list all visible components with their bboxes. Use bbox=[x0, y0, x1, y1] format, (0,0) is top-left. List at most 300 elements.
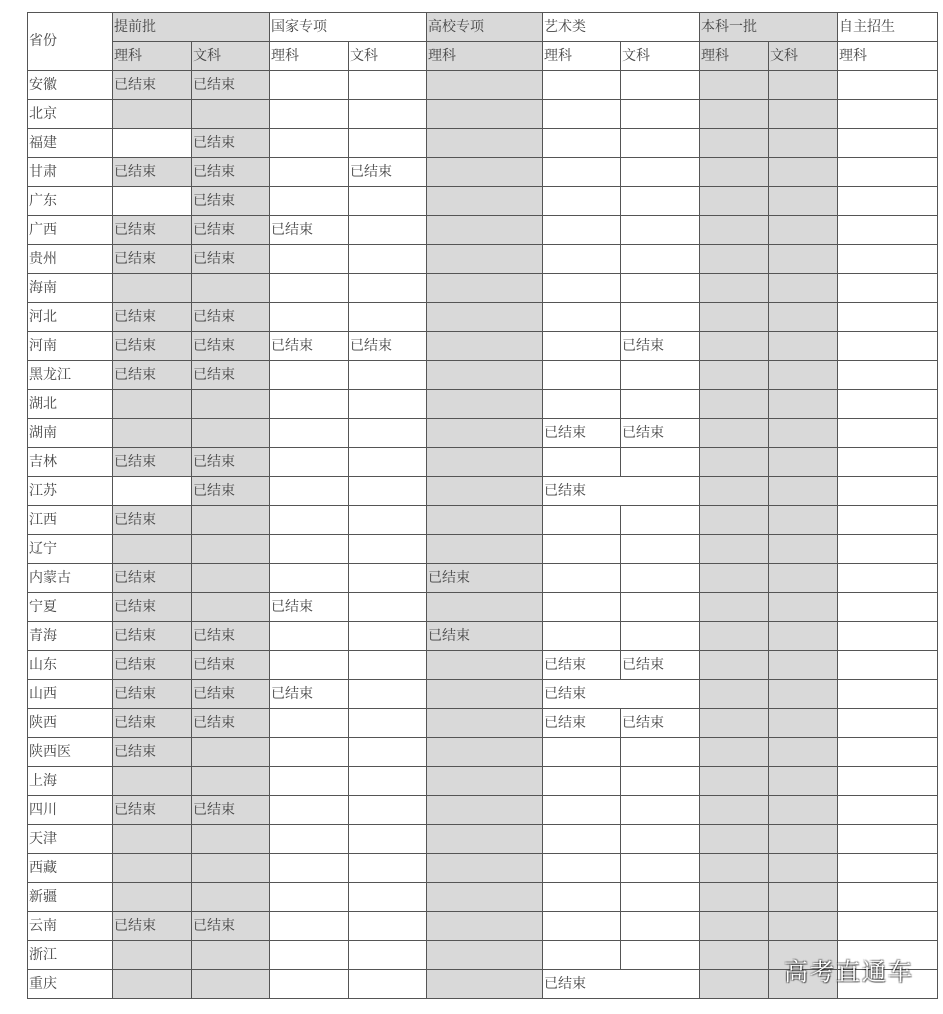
status-cell bbox=[769, 419, 838, 448]
status-cell bbox=[349, 738, 427, 767]
status-cell bbox=[769, 622, 838, 651]
status-cell bbox=[700, 970, 769, 999]
status-cell bbox=[769, 332, 838, 361]
status-cell bbox=[427, 825, 543, 854]
status-cell bbox=[621, 129, 700, 158]
status-cell bbox=[349, 187, 427, 216]
status-cell: 已结束 bbox=[621, 332, 700, 361]
status-cell bbox=[192, 854, 270, 883]
status-cell bbox=[621, 738, 700, 767]
status-cell bbox=[700, 593, 769, 622]
status-cell bbox=[427, 100, 543, 129]
status-cell bbox=[543, 390, 621, 419]
status-cell bbox=[349, 274, 427, 303]
column-group-header: 自主招生 bbox=[838, 13, 938, 42]
status-cell bbox=[270, 912, 349, 941]
status-cell bbox=[427, 477, 543, 506]
status-cell: 已结束 bbox=[192, 796, 270, 825]
status-cell bbox=[769, 738, 838, 767]
province-name: 辽宁 bbox=[28, 535, 113, 564]
province-name: 四川 bbox=[28, 796, 113, 825]
status-cell bbox=[700, 158, 769, 187]
status-cell: 已结束 bbox=[192, 216, 270, 245]
status-cell bbox=[192, 738, 270, 767]
status-cell: 已结束 bbox=[270, 680, 349, 709]
status-cell: 已结束 bbox=[543, 709, 621, 738]
column-subheader: 理科 bbox=[838, 42, 938, 71]
status-cell bbox=[543, 767, 621, 796]
status-cell bbox=[270, 390, 349, 419]
status-cell bbox=[427, 245, 543, 274]
status-cell bbox=[427, 361, 543, 390]
status-cell bbox=[838, 332, 938, 361]
status-cell bbox=[838, 448, 938, 477]
status-cell bbox=[270, 274, 349, 303]
status-cell bbox=[349, 216, 427, 245]
watermark-text: 高考直通车 bbox=[784, 958, 914, 986]
column-subheader: 文科 bbox=[621, 42, 700, 71]
status-cell bbox=[349, 303, 427, 332]
status-cell bbox=[427, 535, 543, 564]
status-cell bbox=[349, 448, 427, 477]
status-cell bbox=[621, 100, 700, 129]
status-cell bbox=[270, 506, 349, 535]
status-cell bbox=[427, 680, 543, 709]
status-cell bbox=[270, 941, 349, 970]
status-cell bbox=[349, 796, 427, 825]
status-cell bbox=[621, 71, 700, 100]
status-cell bbox=[349, 71, 427, 100]
status-cell bbox=[427, 216, 543, 245]
status-cell bbox=[769, 274, 838, 303]
status-cell bbox=[700, 216, 769, 245]
status-cell bbox=[543, 100, 621, 129]
province-name: 海南 bbox=[28, 274, 113, 303]
province-name: 青海 bbox=[28, 622, 113, 651]
status-cell bbox=[270, 883, 349, 912]
status-cell bbox=[700, 883, 769, 912]
status-cell bbox=[192, 274, 270, 303]
status-cell: 已结束 bbox=[427, 564, 543, 593]
status-cell bbox=[543, 361, 621, 390]
status-cell bbox=[838, 767, 938, 796]
status-cell bbox=[427, 709, 543, 738]
status-cell bbox=[270, 564, 349, 593]
column-group-header: 国家专项 bbox=[270, 13, 427, 42]
status-cell bbox=[349, 709, 427, 738]
status-cell bbox=[700, 738, 769, 767]
status-cell bbox=[349, 593, 427, 622]
status-cell bbox=[838, 158, 938, 187]
status-cell: 已结束 bbox=[621, 419, 700, 448]
status-cell bbox=[838, 680, 938, 709]
status-cell: 已结束 bbox=[113, 651, 192, 680]
status-cell bbox=[769, 245, 838, 274]
status-cell bbox=[543, 738, 621, 767]
status-cell: 已结束 bbox=[192, 332, 270, 361]
column-subheader: 文科 bbox=[769, 42, 838, 71]
province-name: 云南 bbox=[28, 912, 113, 941]
status-cell bbox=[543, 187, 621, 216]
status-cell bbox=[427, 593, 543, 622]
status-cell: 已结束 bbox=[113, 216, 192, 245]
status-cell bbox=[113, 883, 192, 912]
status-cell bbox=[621, 564, 700, 593]
status-cell bbox=[113, 825, 192, 854]
status-cell bbox=[769, 912, 838, 941]
status-cell bbox=[621, 187, 700, 216]
province-name: 广东 bbox=[28, 187, 113, 216]
province-name: 北京 bbox=[28, 100, 113, 129]
status-cell: 已结束 bbox=[192, 187, 270, 216]
status-cell bbox=[349, 390, 427, 419]
status-cell bbox=[838, 216, 938, 245]
status-cell bbox=[700, 651, 769, 680]
status-cell bbox=[769, 825, 838, 854]
status-cell bbox=[270, 71, 349, 100]
status-cell bbox=[543, 622, 621, 651]
status-cell bbox=[700, 825, 769, 854]
province-name: 广西 bbox=[28, 216, 113, 245]
status-cell bbox=[769, 680, 838, 709]
status-cell bbox=[621, 825, 700, 854]
status-cell bbox=[700, 854, 769, 883]
status-cell bbox=[192, 767, 270, 796]
status-cell bbox=[270, 419, 349, 448]
status-cell bbox=[769, 709, 838, 738]
status-cell bbox=[700, 680, 769, 709]
status-cell bbox=[700, 535, 769, 564]
status-cell bbox=[621, 796, 700, 825]
status-cell: 已结束 bbox=[113, 796, 192, 825]
status-cell bbox=[769, 564, 838, 593]
status-cell bbox=[427, 390, 543, 419]
status-cell bbox=[769, 71, 838, 100]
status-cell: 已结束 bbox=[192, 680, 270, 709]
province-name: 安徽 bbox=[28, 71, 113, 100]
status-cell bbox=[349, 419, 427, 448]
province-name: 陕西医 bbox=[28, 738, 113, 767]
status-cell bbox=[769, 883, 838, 912]
status-cell bbox=[838, 535, 938, 564]
status-cell: 已结束 bbox=[113, 912, 192, 941]
status-cell bbox=[427, 419, 543, 448]
column-subheader: 理科 bbox=[427, 42, 543, 71]
status-cell bbox=[621, 941, 700, 970]
status-cell bbox=[621, 390, 700, 419]
status-cell bbox=[349, 680, 427, 709]
status-cell bbox=[543, 883, 621, 912]
status-cell bbox=[838, 738, 938, 767]
status-cell: 已结束 bbox=[270, 216, 349, 245]
province-name: 宁夏 bbox=[28, 593, 113, 622]
column-group-header: 高校专项 bbox=[427, 13, 543, 42]
status-cell bbox=[838, 854, 938, 883]
status-cell bbox=[700, 390, 769, 419]
status-cell bbox=[769, 361, 838, 390]
status-cell bbox=[270, 303, 349, 332]
province-name: 浙江 bbox=[28, 941, 113, 970]
status-cell: 已结束 bbox=[113, 506, 192, 535]
province-name: 湖南 bbox=[28, 419, 113, 448]
status-cell: 已结束 bbox=[543, 651, 621, 680]
status-cell bbox=[270, 245, 349, 274]
status-cell bbox=[543, 303, 621, 332]
province-name: 河北 bbox=[28, 303, 113, 332]
column-group-header: 艺术类 bbox=[543, 13, 700, 42]
status-cell: 已结束 bbox=[192, 709, 270, 738]
status-cell bbox=[270, 651, 349, 680]
status-cell bbox=[838, 593, 938, 622]
status-cell bbox=[769, 390, 838, 419]
status-cell bbox=[543, 854, 621, 883]
status-cell: 已结束 bbox=[192, 912, 270, 941]
status-cell: 已结束 bbox=[113, 448, 192, 477]
province-name: 山西 bbox=[28, 680, 113, 709]
status-cell bbox=[838, 187, 938, 216]
status-cell bbox=[192, 535, 270, 564]
status-cell: 已结束 bbox=[113, 680, 192, 709]
column-group-header: 提前批 bbox=[113, 13, 270, 42]
status-cell bbox=[113, 129, 192, 158]
status-cell bbox=[838, 477, 938, 506]
status-cell bbox=[349, 100, 427, 129]
status-cell bbox=[113, 477, 192, 506]
status-cell: 已结束 bbox=[192, 448, 270, 477]
status-cell bbox=[700, 448, 769, 477]
status-cell bbox=[621, 506, 700, 535]
status-cell bbox=[838, 274, 938, 303]
status-cell: 已结束 bbox=[427, 622, 543, 651]
status-cell bbox=[192, 825, 270, 854]
status-cell bbox=[621, 593, 700, 622]
status-cell bbox=[838, 622, 938, 651]
status-cell bbox=[621, 274, 700, 303]
status-cell: 已结束 bbox=[113, 738, 192, 767]
status-cell bbox=[621, 448, 700, 477]
status-cell bbox=[543, 941, 621, 970]
status-cell bbox=[838, 390, 938, 419]
status-cell bbox=[349, 245, 427, 274]
status-cell bbox=[349, 941, 427, 970]
status-cell: 已结束 bbox=[113, 361, 192, 390]
status-cell bbox=[427, 129, 543, 158]
province-name: 新疆 bbox=[28, 883, 113, 912]
column-subheader: 理科 bbox=[270, 42, 349, 71]
status-cell bbox=[838, 361, 938, 390]
status-cell bbox=[700, 564, 769, 593]
status-cell: 已结束 bbox=[192, 245, 270, 274]
status-cell bbox=[270, 535, 349, 564]
status-cell bbox=[838, 100, 938, 129]
status-cell bbox=[838, 883, 938, 912]
status-cell: 已结束 bbox=[543, 970, 700, 999]
status-cell bbox=[838, 564, 938, 593]
status-cell bbox=[621, 245, 700, 274]
province-name: 山东 bbox=[28, 651, 113, 680]
admission-status-table bbox=[27, 12, 938, 999]
status-cell bbox=[270, 622, 349, 651]
status-cell bbox=[349, 854, 427, 883]
province-name: 河南 bbox=[28, 332, 113, 361]
status-cell bbox=[769, 796, 838, 825]
province-name: 内蒙古 bbox=[28, 564, 113, 593]
province-name: 江苏 bbox=[28, 477, 113, 506]
status-cell: 已结束 bbox=[192, 622, 270, 651]
status-cell bbox=[113, 274, 192, 303]
status-cell: 已结束 bbox=[113, 564, 192, 593]
status-cell bbox=[700, 71, 769, 100]
status-cell bbox=[543, 245, 621, 274]
status-cell bbox=[427, 767, 543, 796]
province-name: 贵州 bbox=[28, 245, 113, 274]
status-cell bbox=[700, 912, 769, 941]
status-cell bbox=[270, 129, 349, 158]
status-cell bbox=[427, 738, 543, 767]
status-cell bbox=[769, 535, 838, 564]
status-cell bbox=[113, 767, 192, 796]
status-cell bbox=[769, 593, 838, 622]
status-cell: 已结束 bbox=[113, 709, 192, 738]
status-cell bbox=[270, 767, 349, 796]
status-cell bbox=[192, 419, 270, 448]
status-cell bbox=[700, 941, 769, 970]
status-cell bbox=[621, 767, 700, 796]
status-cell bbox=[192, 883, 270, 912]
status-cell: 已结束 bbox=[113, 245, 192, 274]
status-cell bbox=[349, 477, 427, 506]
status-cell bbox=[838, 419, 938, 448]
column-subheader: 理科 bbox=[113, 42, 192, 71]
status-cell: 已结束 bbox=[192, 158, 270, 187]
province-name: 湖北 bbox=[28, 390, 113, 419]
status-cell bbox=[349, 883, 427, 912]
status-cell bbox=[838, 506, 938, 535]
status-cell bbox=[543, 274, 621, 303]
status-cell bbox=[769, 303, 838, 332]
status-cell bbox=[427, 854, 543, 883]
status-cell bbox=[700, 477, 769, 506]
column-subheader: 文科 bbox=[349, 42, 427, 71]
status-cell bbox=[543, 216, 621, 245]
status-cell bbox=[192, 100, 270, 129]
status-cell bbox=[838, 796, 938, 825]
status-cell bbox=[543, 71, 621, 100]
status-cell bbox=[838, 303, 938, 332]
status-cell bbox=[427, 274, 543, 303]
status-cell bbox=[769, 100, 838, 129]
status-cell bbox=[769, 477, 838, 506]
status-cell bbox=[700, 100, 769, 129]
status-cell bbox=[427, 448, 543, 477]
status-cell bbox=[192, 506, 270, 535]
province-name: 西藏 bbox=[28, 854, 113, 883]
status-cell bbox=[270, 100, 349, 129]
status-cell: 已结束 bbox=[113, 332, 192, 361]
status-cell bbox=[838, 709, 938, 738]
province-name: 天津 bbox=[28, 825, 113, 854]
status-cell bbox=[769, 651, 838, 680]
status-cell: 已结束 bbox=[113, 158, 192, 187]
column-group-header: 本科一批 bbox=[700, 13, 838, 42]
status-cell bbox=[543, 912, 621, 941]
status-cell bbox=[270, 361, 349, 390]
status-cell bbox=[192, 941, 270, 970]
status-cell bbox=[838, 912, 938, 941]
status-cell bbox=[270, 448, 349, 477]
status-cell bbox=[113, 854, 192, 883]
status-cell bbox=[543, 825, 621, 854]
status-cell bbox=[270, 738, 349, 767]
status-cell bbox=[700, 709, 769, 738]
status-cell bbox=[769, 129, 838, 158]
column-subheader: 文科 bbox=[192, 42, 270, 71]
status-cell bbox=[838, 245, 938, 274]
status-cell bbox=[838, 651, 938, 680]
status-cell bbox=[543, 593, 621, 622]
status-cell bbox=[349, 912, 427, 941]
status-cell bbox=[621, 535, 700, 564]
status-cell bbox=[270, 796, 349, 825]
status-cell: 已结束 bbox=[113, 71, 192, 100]
status-cell: 已结束 bbox=[113, 622, 192, 651]
status-cell bbox=[427, 970, 543, 999]
province-name: 吉林 bbox=[28, 448, 113, 477]
status-cell bbox=[543, 535, 621, 564]
province-column-header: 省份 bbox=[28, 13, 113, 71]
status-cell bbox=[113, 390, 192, 419]
status-cell: 已结束 bbox=[113, 303, 192, 332]
column-subheader: 理科 bbox=[700, 42, 769, 71]
status-cell bbox=[349, 506, 427, 535]
status-cell bbox=[113, 970, 192, 999]
province-name: 甘肃 bbox=[28, 158, 113, 187]
status-cell bbox=[769, 506, 838, 535]
status-cell bbox=[543, 158, 621, 187]
status-cell bbox=[427, 912, 543, 941]
status-cell: 已结束 bbox=[543, 477, 700, 506]
status-cell bbox=[270, 187, 349, 216]
status-cell bbox=[621, 912, 700, 941]
status-cell bbox=[427, 506, 543, 535]
status-cell bbox=[270, 477, 349, 506]
province-name: 重庆 bbox=[28, 970, 113, 999]
status-cell bbox=[113, 187, 192, 216]
status-cell: 已结束 bbox=[349, 332, 427, 361]
status-cell bbox=[621, 854, 700, 883]
status-cell bbox=[427, 158, 543, 187]
status-cell bbox=[349, 535, 427, 564]
status-cell: 已结束 bbox=[113, 593, 192, 622]
status-cell bbox=[621, 883, 700, 912]
status-cell bbox=[349, 970, 427, 999]
status-cell: 已结束 bbox=[192, 477, 270, 506]
status-cell bbox=[700, 274, 769, 303]
status-cell bbox=[543, 506, 621, 535]
status-cell bbox=[543, 796, 621, 825]
status-cell bbox=[192, 593, 270, 622]
status-cell bbox=[113, 535, 192, 564]
status-cell bbox=[700, 303, 769, 332]
province-name: 江西 bbox=[28, 506, 113, 535]
status-cell bbox=[427, 332, 543, 361]
status-cell bbox=[427, 187, 543, 216]
status-cell bbox=[543, 448, 621, 477]
status-cell bbox=[113, 419, 192, 448]
status-cell bbox=[270, 970, 349, 999]
status-cell: 已结束 bbox=[543, 680, 700, 709]
status-cell: 已结束 bbox=[192, 651, 270, 680]
